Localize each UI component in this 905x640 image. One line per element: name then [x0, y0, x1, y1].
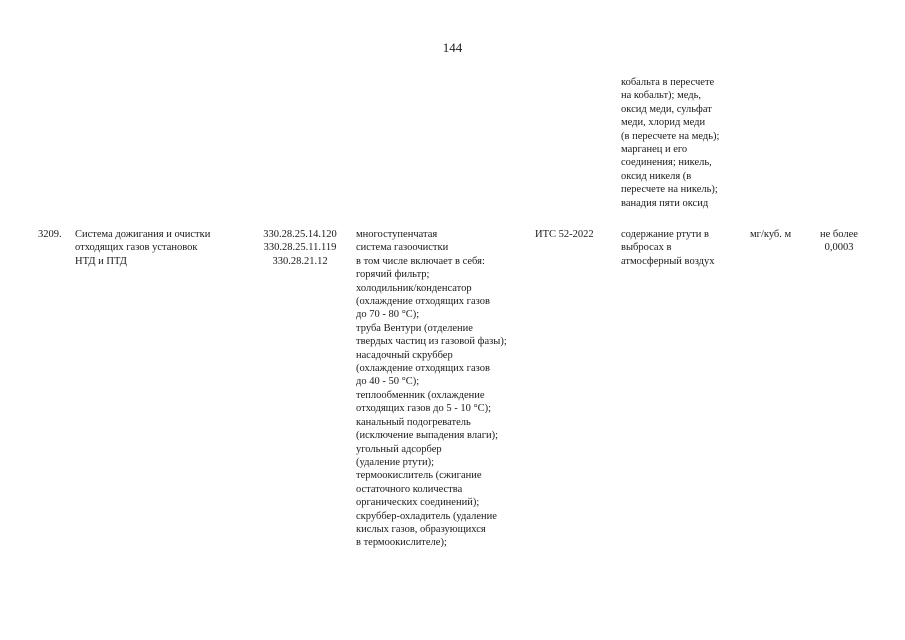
description-line: термоокислитель (сжигание [356, 470, 482, 482]
description-line: горячий фильтр; [356, 269, 430, 281]
substance-line: на кобальт); медь, [621, 90, 701, 102]
description-line: угольный адсорбер [356, 443, 442, 455]
description-line: теплообменник (охлаждение [356, 389, 485, 401]
substance-line: (в пересчете на медь); [621, 130, 720, 142]
substance-line: соединения; никель, [621, 157, 712, 169]
indicator-line: выбросах в [621, 242, 672, 254]
substance-line: пересчете на никель); [621, 184, 718, 196]
substance-line: ванадия пяти оксид [621, 197, 709, 209]
description-line: в термоокислителе); [356, 537, 447, 549]
code-line: 330.28.25.11.119 [263, 242, 337, 254]
value-line: не более [820, 229, 858, 240]
technology-description-cell [356, 228, 531, 550]
description-line: до 40 - 50 °C); [356, 376, 420, 388]
substance-line: оксид никеля (в [621, 170, 692, 182]
description-line: система газоочистки [356, 242, 449, 254]
installation-name-cell [75, 228, 250, 268]
description-line: в том числе включает в себя: [356, 255, 485, 267]
okpd-codes-cell [250, 228, 350, 268]
description-line: (удаление ртути); [356, 456, 435, 468]
page-number: 144 [442, 40, 463, 55]
description-line: насадочный скруббер [356, 349, 453, 361]
substance-line: оксид меди, сульфат [621, 103, 712, 115]
name-line: отходящих газов установок [75, 242, 198, 254]
description-line: холодильник/конденсатор [356, 282, 472, 294]
description-line: (исключение выпадения влаги); [356, 430, 499, 442]
description-line: до 70 - 80 °C); [356, 309, 420, 321]
continued-substances-cell [621, 76, 751, 210]
value-line: 0,0003 [824, 242, 854, 254]
code-line: 330.28.21.12 [272, 255, 328, 267]
limit-value-cell [812, 228, 866, 255]
description-line: канальный подогреватель [356, 416, 471, 428]
description-line: (охлаждение отходящих газов [356, 296, 490, 308]
description-line: твердых частиц из газовой фазы); [356, 336, 507, 348]
substance-line: меди, хлорид меди [621, 117, 706, 129]
description-line: скруббер-охладитель (удаление [356, 510, 497, 522]
description-line: органических соединений); [356, 497, 480, 509]
description-line: (охлаждение отходящих газов [356, 363, 490, 375]
description-line: кислых газов, образующихся [356, 523, 486, 535]
code-line: 330.28.25.14.120 [263, 229, 337, 240]
name-line: НТД и ПТД [75, 255, 127, 267]
indicator-line: содержание ртути в [621, 229, 709, 240]
description-line: труба Вентури (отделение [356, 322, 473, 334]
description-line: многоступенчатая [356, 229, 438, 240]
row-number: 3209. [38, 229, 62, 240]
description-line: отходящих газов до 5 - 10 °C); [356, 403, 492, 415]
unit-cell: мг/куб. м [750, 229, 792, 240]
name-line: Система дожигания и очистки [75, 229, 211, 240]
indicator-line: атмосферный воздух [621, 255, 715, 267]
substance-line: кобальта в пересчете [621, 77, 715, 88]
substance-line: марганец и его [621, 144, 688, 156]
description-line: остаточного количества [356, 483, 463, 495]
its-reference: ИТС 52-2022 [535, 229, 594, 240]
indicator-cell [621, 228, 741, 268]
